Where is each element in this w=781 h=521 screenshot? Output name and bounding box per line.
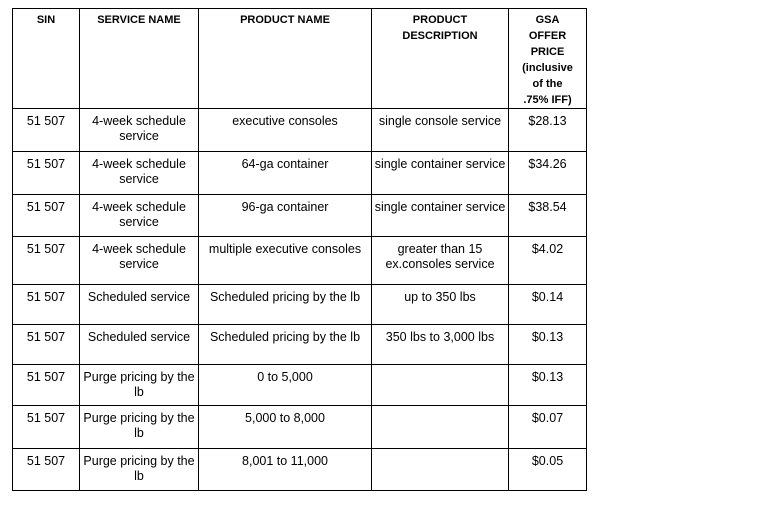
cell-sin: 51 507 (13, 449, 80, 491)
cell-price: $28.13 (509, 109, 587, 152)
cell-service-name: Scheduled service (80, 325, 199, 365)
table-row (13, 325, 587, 365)
cell-sin: 51 507 (13, 195, 80, 237)
table-row (13, 365, 587, 406)
header-sin: SIN (13, 9, 80, 109)
header-product-description: PRODUCT DESCRIPTION (372, 9, 509, 109)
cell-product-name: Scheduled pricing by the lb (199, 285, 372, 325)
gsa-price-table (12, 8, 587, 491)
cell-product-description: single container service (372, 152, 509, 195)
cell-product-name: Scheduled pricing by the lb (199, 325, 372, 365)
table-row (13, 237, 587, 285)
cell-product-description: 350 lbs to 3,000 lbs (372, 325, 509, 365)
cell-product-description (372, 449, 509, 491)
cell-price: $0.14 (509, 285, 587, 325)
table-row (13, 285, 587, 325)
cell-product-description (372, 365, 509, 406)
header-gsa-offer-price: GSA OFFER PRICE (inclusive of the .75% IFF) (509, 9, 587, 109)
cell-product-description: greater than 15 ex.consoles service (372, 237, 509, 285)
cell-service-name: Purge pricing by the lb (80, 449, 199, 491)
cell-product-name: executive consoles (199, 109, 372, 152)
cell-product-description: up to 350 lbs (372, 285, 509, 325)
table-row (13, 449, 587, 491)
header-service-name: SERVICE NAME (80, 9, 199, 109)
table-row (13, 195, 587, 237)
cell-service-name: 4-week schedule service (80, 152, 199, 195)
cell-price: $4.02 (509, 237, 587, 285)
cell-service-name: Scheduled service (80, 285, 199, 325)
cell-price: $0.13 (509, 325, 587, 365)
table-header-row (13, 9, 587, 109)
table-row (13, 152, 587, 195)
cell-sin: 51 507 (13, 285, 80, 325)
cell-product-name: 0 to 5,000 (199, 365, 372, 406)
cell-sin: 51 507 (13, 152, 80, 195)
cell-service-name: 4-week schedule service (80, 237, 199, 285)
cell-product-name: 96-ga container (199, 195, 372, 237)
cell-product-description (372, 406, 509, 449)
cell-service-name: Purge pricing by the lb (80, 406, 199, 449)
cell-product-name: 64-ga container (199, 152, 372, 195)
cell-price: $0.07 (509, 406, 587, 449)
cell-service-name: 4-week schedule service (80, 109, 199, 152)
cell-product-description: single container service (372, 195, 509, 237)
table-row (13, 406, 587, 449)
header-product-name: PRODUCT NAME (199, 9, 372, 109)
cell-product-description: single console service (372, 109, 509, 152)
table-row (13, 109, 587, 152)
cell-service-name: 4-week schedule service (80, 195, 199, 237)
cell-sin: 51 507 (13, 109, 80, 152)
cell-product-name: 5,000 to 8,000 (199, 406, 372, 449)
cell-sin: 51 507 (13, 406, 80, 449)
cell-sin: 51 507 (13, 325, 80, 365)
cell-product-name: multiple executive consoles (199, 237, 372, 285)
cell-price: $38.54 (509, 195, 587, 237)
cell-sin: 51 507 (13, 365, 80, 406)
cell-product-name: 8,001 to 11,000 (199, 449, 372, 491)
cell-price: $0.13 (509, 365, 587, 406)
cell-price: $0.05 (509, 449, 587, 491)
cell-sin: 51 507 (13, 237, 80, 285)
cell-service-name: Purge pricing by the lb (80, 365, 199, 406)
cell-price: $34.26 (509, 152, 587, 195)
